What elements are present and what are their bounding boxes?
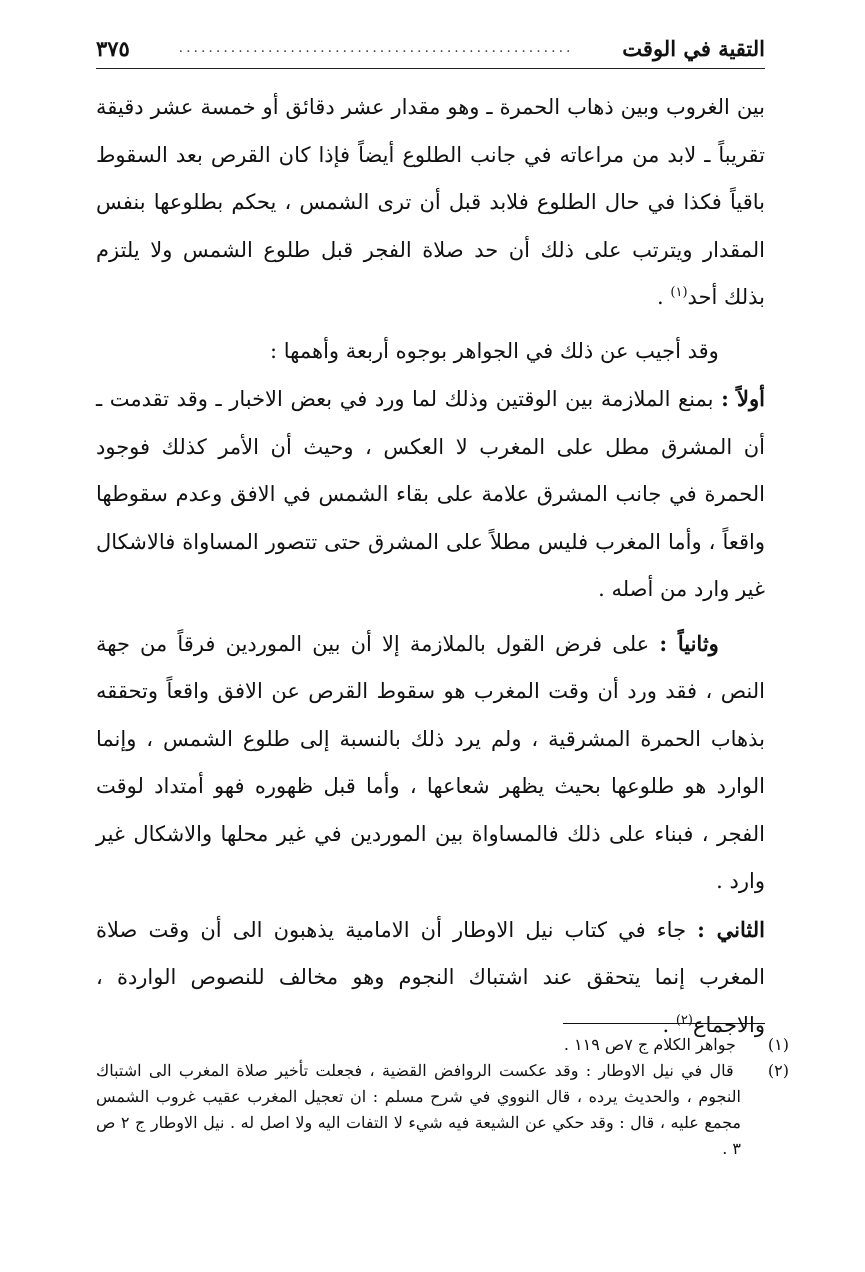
paragraph-5 — [96, 906, 765, 1050]
paragraph-5-lead: الثاني : — [697, 916, 765, 942]
footnote-2 — [96, 1058, 789, 1162]
paragraph-1 — [96, 84, 765, 322]
footnotes — [96, 1032, 789, 1162]
paragraph-3-lead: أولاً : — [721, 386, 765, 411]
paragraph-5-end: . — [662, 1012, 676, 1037]
footnote-separator — [563, 1023, 765, 1024]
page-number: ٣٧٥ — [96, 35, 130, 61]
paragraph-4 — [96, 620, 765, 906]
footnote-1 — [96, 1032, 789, 1058]
footnote-2-text: قال في نيل الاوطار : وقد عكست الروافض القضية ، فجعلت تأخير صلاة المغرب الى اشتباك النجوم ، والحديث يرده ، قال النووي في شرح مسلم : ان تعجيل المغرب عقيب غروب الشمس مجمع عليه ، قال : وقد حكي عن الشيعة فيه شيء لا التفات اليه ولا اصل له . نيل الاوطار ج ٢ ص ٣ . — [96, 1061, 741, 1158]
main-text — [96, 84, 765, 1049]
dot-leader: ..................................................... — [178, 40, 574, 56]
footnote-ref-1: (١) — [670, 285, 688, 300]
running-title: التقية في الوقت — [622, 35, 765, 61]
paragraph-2 — [96, 328, 765, 376]
paragraph-1-text: بين الغروب وبين ذهاب الحمرة ـ وهو مقدار عشر دقائق أو خمسة عشر دقيقة تقريباً ـ لابد من مراعاته في جانب الطلوع أيضاً فإذا كان القرص بعد السقوط باقياً فكذا في حال الطلوع فلابد قبل أن ترى الشمس ، يحكم بطلوعها بنفس المقدار ويترتب على ذلك أن حد صلاة الفجر قبل طلوع الشمس ولا يلتزم بذلك أحد — [96, 95, 765, 309]
paragraph-2-text: وقد أجيب عن ذلك في الجواهر بوجوه أربعة وأهمها : — [270, 338, 719, 363]
paragraph-4-lead: وثانياً : — [659, 630, 719, 656]
paragraph-4-text: على فرض القول بالملازمة إلا أن بين الموردين فرقاً من جهة النص ، فقد ورد أن وقت المغرب هو سقوط القرص عن الافق واقعاً وتحققه بذهاب الحمرة المشرقية ، ولم يرد ذلك بالنسبة إلى طلوع الشمس ، وإنما الوارد هو طلوعها بحيث يظهر شعاعها ، وأما قبل ظهوره فهو أمتداد لوقت الفجر ، فبناء على ذلك فالمساواة بين الموردين في غير محلها والاشكال غير وارد . — [96, 631, 765, 893]
running-header — [96, 28, 765, 69]
footnote-2-number: (٢) — [767, 1061, 789, 1080]
paragraph-5-text: جاء في كتاب نيل الاوطار أن الامامية يذهبون الى أن وقت صلاة المغرب إنما يتحقق عند اشتباك النجوم وهو مخالف للنصوص الواردة ، والاجماع — [96, 917, 765, 1037]
paragraph-3-text: بمنع الملازمة بين الوقتين وذلك لما ورد في بعض الاخبار ـ وقد تقدمت ـ أن المشرق مطل على المغرب لا العكس ، وحيث أن الأمر كذلك فوجود الحمرة في جانب المشرق علامة على بقاء الشمس في الافق وعدم سقوطها واقعاً ، وأما المغرب فليس مطلاً على المشرق حتى تتصور المساواة فالاشكال غير وارد من أصله . — [96, 387, 765, 601]
footnote-1-text: جواهر الكلام ج ٧ص ١١٩ . — [563, 1035, 736, 1054]
paragraph-1-end: . — [657, 285, 671, 309]
footnote-ref-2: (٢) — [675, 1012, 693, 1028]
footnote-1-number: (١) — [767, 1035, 789, 1054]
paragraph-3 — [96, 375, 765, 614]
